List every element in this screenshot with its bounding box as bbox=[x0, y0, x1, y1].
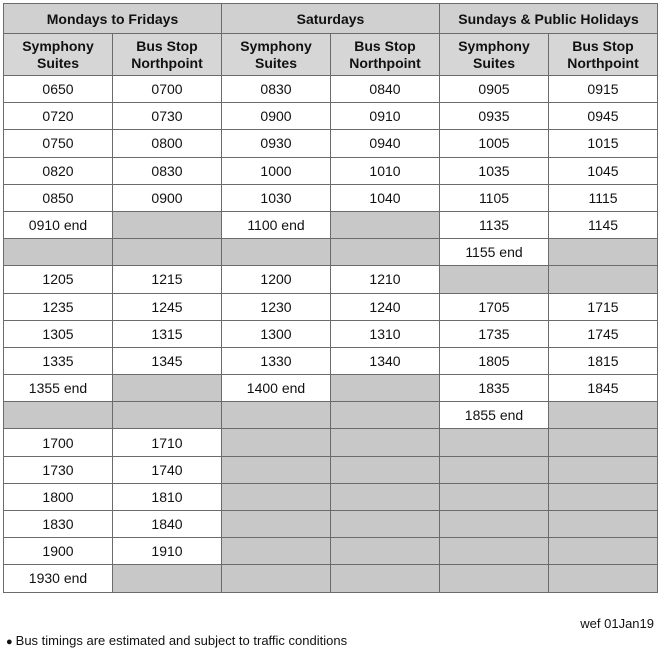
table-row bbox=[4, 538, 658, 565]
time-cell: 1040 bbox=[331, 184, 440, 211]
table-row bbox=[4, 320, 658, 347]
empty-cell bbox=[331, 511, 440, 538]
empty-cell bbox=[440, 266, 549, 293]
time-cell: 1855 end bbox=[440, 402, 549, 429]
table-row bbox=[4, 511, 658, 538]
time-cell: 1005 bbox=[440, 130, 549, 157]
time-cell: 1155 end bbox=[440, 239, 549, 266]
time-cell: 1800 bbox=[4, 483, 113, 510]
empty-cell bbox=[222, 483, 331, 510]
time-cell: 1205 bbox=[4, 266, 113, 293]
time-cell: 1400 end bbox=[222, 375, 331, 402]
empty-cell bbox=[222, 565, 331, 592]
time-cell: 1105 bbox=[440, 184, 549, 211]
time-cell: 1210 bbox=[331, 266, 440, 293]
stop-header-bus-stop-northpoint: Bus Stop Northpoint bbox=[549, 34, 658, 76]
table-row bbox=[4, 402, 658, 429]
time-cell: 0900 bbox=[222, 103, 331, 130]
time-cell: 0700 bbox=[113, 76, 222, 103]
time-cell: 1100 end bbox=[222, 211, 331, 238]
time-cell: 1030 bbox=[222, 184, 331, 211]
table-row bbox=[4, 483, 658, 510]
time-cell: 0930 bbox=[222, 130, 331, 157]
empty-cell bbox=[549, 565, 658, 592]
empty-cell bbox=[440, 538, 549, 565]
table-row bbox=[4, 239, 658, 266]
time-cell: 1930 end bbox=[4, 565, 113, 592]
time-cell: 1840 bbox=[113, 511, 222, 538]
table-row bbox=[4, 565, 658, 592]
time-cell: 0720 bbox=[4, 103, 113, 130]
time-cell: 1705 bbox=[440, 293, 549, 320]
time-cell: 1345 bbox=[113, 347, 222, 374]
time-cell: 1010 bbox=[331, 157, 440, 184]
empty-cell bbox=[4, 239, 113, 266]
time-cell: 1035 bbox=[440, 157, 549, 184]
time-cell: 1810 bbox=[113, 483, 222, 510]
time-cell: 0910 end bbox=[4, 211, 113, 238]
table-row bbox=[4, 347, 658, 374]
empty-cell bbox=[113, 211, 222, 238]
empty-cell bbox=[331, 239, 440, 266]
time-cell: 0900 bbox=[113, 184, 222, 211]
time-cell: 1730 bbox=[4, 456, 113, 483]
time-cell: 0940 bbox=[331, 130, 440, 157]
table-row bbox=[4, 157, 658, 184]
time-cell: 1335 bbox=[4, 347, 113, 374]
stop-header-bus-stop-northpoint: Bus Stop Northpoint bbox=[331, 34, 440, 76]
empty-cell bbox=[113, 375, 222, 402]
time-cell: 1115 bbox=[549, 184, 658, 211]
time-cell: 0830 bbox=[113, 157, 222, 184]
time-cell: 1355 end bbox=[4, 375, 113, 402]
time-cell: 0935 bbox=[440, 103, 549, 130]
time-cell: 1240 bbox=[331, 293, 440, 320]
time-cell: 1805 bbox=[440, 347, 549, 374]
time-cell: 1300 bbox=[222, 320, 331, 347]
empty-cell bbox=[549, 456, 658, 483]
time-cell: 0820 bbox=[4, 157, 113, 184]
empty-cell bbox=[549, 429, 658, 456]
empty-cell bbox=[4, 402, 113, 429]
effective-date-note: wef 01Jan19 bbox=[580, 616, 654, 631]
time-cell: 0910 bbox=[331, 103, 440, 130]
time-cell: 1000 bbox=[222, 157, 331, 184]
empty-cell bbox=[440, 511, 549, 538]
stop-header-symphony-suites: Symphony Suites bbox=[440, 34, 549, 76]
empty-cell bbox=[331, 456, 440, 483]
table-row bbox=[4, 211, 658, 238]
table-row bbox=[4, 266, 658, 293]
empty-cell bbox=[440, 483, 549, 510]
table-row bbox=[4, 76, 658, 103]
bullet-icon: ● bbox=[6, 636, 13, 648]
time-cell: 1015 bbox=[549, 130, 658, 157]
time-cell: 0730 bbox=[113, 103, 222, 130]
empty-cell bbox=[331, 375, 440, 402]
stop-header-symphony-suites: Symphony Suites bbox=[222, 34, 331, 76]
time-cell: 0840 bbox=[331, 76, 440, 103]
table-row bbox=[4, 103, 658, 130]
empty-cell bbox=[549, 538, 658, 565]
empty-cell bbox=[331, 483, 440, 510]
time-cell: 1910 bbox=[113, 538, 222, 565]
time-cell: 0915 bbox=[549, 76, 658, 103]
time-cell: 0850 bbox=[4, 184, 113, 211]
table-row bbox=[4, 456, 658, 483]
empty-cell bbox=[222, 511, 331, 538]
time-cell: 0905 bbox=[440, 76, 549, 103]
empty-cell bbox=[222, 538, 331, 565]
empty-cell bbox=[222, 239, 331, 266]
empty-cell bbox=[113, 565, 222, 592]
empty-cell bbox=[331, 429, 440, 456]
footnote bbox=[6, 633, 347, 648]
empty-cell bbox=[440, 429, 549, 456]
time-cell: 1215 bbox=[113, 266, 222, 293]
time-cell: 0800 bbox=[113, 130, 222, 157]
time-cell: 1745 bbox=[549, 320, 658, 347]
time-cell: 1045 bbox=[549, 157, 658, 184]
empty-cell bbox=[331, 402, 440, 429]
table-row bbox=[4, 130, 658, 157]
time-cell: 1230 bbox=[222, 293, 331, 320]
bus-timetable bbox=[3, 3, 658, 593]
empty-cell bbox=[222, 456, 331, 483]
group-header-sundays-holidays: Sundays & Public Holidays bbox=[440, 4, 658, 34]
time-cell: 1245 bbox=[113, 293, 222, 320]
time-cell: 1900 bbox=[4, 538, 113, 565]
time-cell: 0945 bbox=[549, 103, 658, 130]
empty-cell bbox=[331, 211, 440, 238]
time-cell: 1340 bbox=[331, 347, 440, 374]
empty-cell bbox=[549, 239, 658, 266]
table-row bbox=[4, 293, 658, 320]
group-header-weekdays: Mondays to Fridays bbox=[4, 4, 222, 34]
empty-cell bbox=[331, 538, 440, 565]
footnote-text: Bus timings are estimated and subject to traffic conditions bbox=[15, 633, 348, 648]
table-row bbox=[4, 429, 658, 456]
time-cell: 0650 bbox=[4, 76, 113, 103]
empty-cell bbox=[440, 456, 549, 483]
empty-cell bbox=[331, 565, 440, 592]
stop-header-row bbox=[4, 34, 658, 76]
time-cell: 0750 bbox=[4, 130, 113, 157]
time-cell: 1315 bbox=[113, 320, 222, 347]
empty-cell bbox=[549, 483, 658, 510]
empty-cell bbox=[549, 511, 658, 538]
time-cell: 1145 bbox=[549, 211, 658, 238]
time-cell: 1235 bbox=[4, 293, 113, 320]
empty-cell bbox=[222, 429, 331, 456]
group-header-row bbox=[4, 4, 658, 34]
time-cell: 1135 bbox=[440, 211, 549, 238]
empty-cell bbox=[549, 266, 658, 293]
time-cell: 1330 bbox=[222, 347, 331, 374]
table-row bbox=[4, 375, 658, 402]
time-cell: 1305 bbox=[4, 320, 113, 347]
time-cell: 1200 bbox=[222, 266, 331, 293]
table-row bbox=[4, 184, 658, 211]
time-cell: 1735 bbox=[440, 320, 549, 347]
time-cell: 1815 bbox=[549, 347, 658, 374]
time-cell: 1740 bbox=[113, 456, 222, 483]
empty-cell bbox=[440, 565, 549, 592]
time-cell: 1845 bbox=[549, 375, 658, 402]
time-cell: 0830 bbox=[222, 76, 331, 103]
time-cell: 1835 bbox=[440, 375, 549, 402]
stop-header-bus-stop-northpoint: Bus Stop Northpoint bbox=[113, 34, 222, 76]
empty-cell bbox=[113, 402, 222, 429]
time-cell: 1700 bbox=[4, 429, 113, 456]
empty-cell bbox=[113, 239, 222, 266]
time-cell: 1710 bbox=[113, 429, 222, 456]
empty-cell bbox=[549, 402, 658, 429]
time-cell: 1715 bbox=[549, 293, 658, 320]
stop-header-symphony-suites: Symphony Suites bbox=[4, 34, 113, 76]
empty-cell bbox=[222, 402, 331, 429]
group-header-saturdays: Saturdays bbox=[222, 4, 440, 34]
time-cell: 1830 bbox=[4, 511, 113, 538]
time-cell: 1310 bbox=[331, 320, 440, 347]
